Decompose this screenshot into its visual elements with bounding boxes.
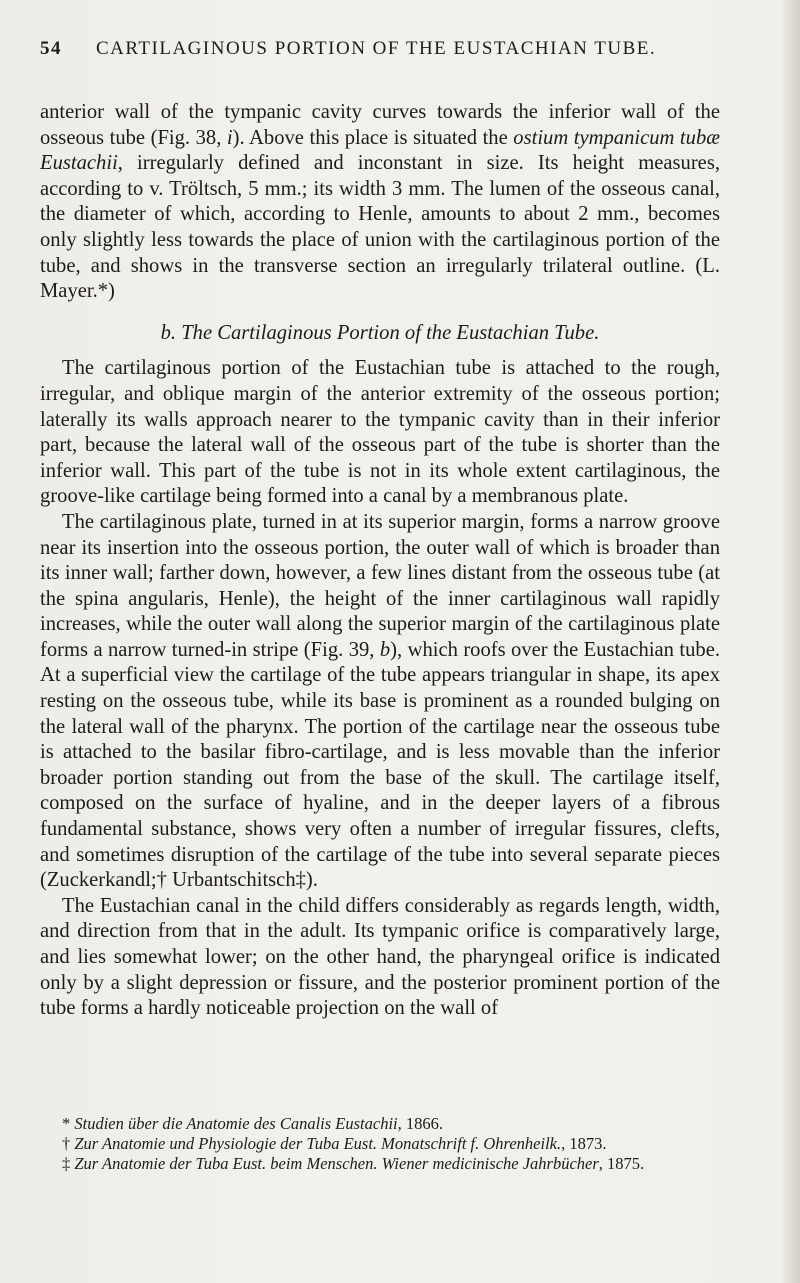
footnotes [40,1114,720,1174]
running-title: CARTILAGINOUS PORTION OF THE EUSTACHIAN TUBE. [96,38,657,59]
body-text [40,100,720,1022]
paragraph: The cartilaginous portion of the Eustachian tube is attached to the rough, irregular, and oblique margin of the anterior extremity of the osseous portion; laterally its walls approach nearer to the tympanic cavity than in their inferior part, because the lateral wall of the osseous part of the tube is shorter than the inferior wall. This part of the tube is not in its whole extent cartilaginous, the groove-like cartilage being formed into a canal by a membranous plate. [40,357,720,508]
page-edge-shadow [780,0,800,1283]
page-number: 54 [40,38,62,59]
section-heading: b. The Cartilaginous Portion of the Eustachian Tube. [160,321,600,344]
footnote: ‡ Zur Anatomie der Tuba Eust. beim Menschen. Wiener medicinische Jahrbücher, 1875. [62,1154,645,1173]
latin-term: ostium tympanicum tubæ Eustachii [40,126,720,175]
footnote: * Studien über die Anatomie des Canalis Eustachii, 1866. [62,1114,443,1133]
paragraph: The cartilaginous plate, turned in at its superior margin, forms a narrow groove near its insertion into the osseous portion, the outer wall of which is broader than its inner wall; farther down, however, a few lines distant from the osseous tube (at the spina angularis, Henle), the height of the inner cartilaginous wall rapidly increases, while the outer wall along the superior margin of the cartilaginous plate forms a narrow turned-in stripe (Fig. 39, b), which roofs over the Eustachian tube. At a superficial view the cartilage of the tube appears triangular in shape, its apex resting on the osseous tube, while its base is prominent as a rounded bulging on the lateral wall of the pharynx. The portion of the cartilage near the osseous tube is attached to the basilar fibro-cartilage, and is less movable than the inferior broader portion standing out from the base of the skull. The cartilage itself, composed on the surface of hyaline, and in the deeper layers of a fibrous fundamental substance, shows very often a number of irregular fissures, clefts, and sometimes disruption of the cartilage of the tube into several separate pieces (Zuckerkandl;† Urbantschitsch‡). [40,510,720,892]
paragraph: The Eustachian canal in the child differs considerably as regards length, width, and direction from that in the adult. Its tympanic orifice is comparatively large, and lies somewhat lower; on the other hand, the pharyngeal orifice is indicated only by a slight depression or fissure, and the posterior prominent portion of the tube forms a hardly noticeable projection on the wall of [40,894,720,1020]
running-header [40,38,720,60]
paragraph-continued: anterior wall of the tympanic cavity curves towards the inferior wall of the osseous tube (Fig. 38, i). Above this place is situated the ostium tympanicum tubæ Eustachii, irregularly defined and inconstant in size. Its height measures, according to v. Tröltsch, 5 mm.; its width 3 mm. The lumen of the osseous canal, the diameter of which, according to Henle, amounts to about 2 mm., becomes only slightly less towards the place of union with the cartilaginous portion of the tube, and shows in the transverse section an irregularly trilateral outline. (L. Mayer.*) [40,101,720,303]
footnote: † Zur Anatomie und Physiologie der Tuba Eust. Monatschrift f. Ohrenheilk., 1873. [62,1134,607,1153]
